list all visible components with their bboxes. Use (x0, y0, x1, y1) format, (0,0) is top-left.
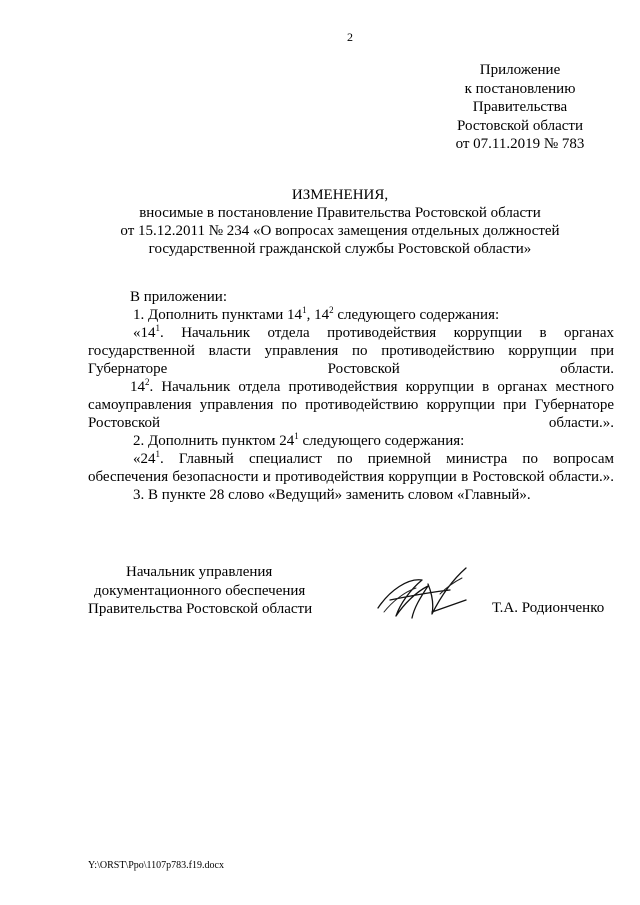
title-line: вносимые в постановление Правительства Ростовской области (139, 205, 541, 221)
file-path-footer: Y:\ORST\Ppo\1107p783.f19.docx (88, 860, 224, 871)
signatory-position (88, 563, 348, 619)
item-2-paragraph: 2. Дополнить пунктом $24^1$ следующего содержания: (133, 431, 465, 449)
title-heading: ИЗМЕНЕНИЯ, (291, 187, 389, 203)
signatory-line: Начальник управления (126, 564, 273, 580)
intro-paragraph: В приложении: (130, 289, 227, 305)
appendix-line: Ростовской области (457, 117, 583, 134)
point-14-2-paragraph: $14^2$. Начальник отдела противодействия коррупции в органах местного самоуправления управления по противодействию коррупции при Губернаторе Ростовской области.». (88, 377, 614, 431)
item-1-paragraph: 1. Дополнить пунктами $14^1$, $14^2$ следующего содержания: (133, 305, 500, 323)
title-line: государственной гражданской службы Ростовской области» (148, 241, 532, 257)
signatory-line: документационного обеспечения (94, 582, 306, 599)
point-14-1-paragraph: «$14^1$. Начальник отдела противодействия коррупции в органах государственной власти управления по противодействию коррупции при Губернаторе Ростовской области. (88, 323, 614, 377)
handwritten-signature (370, 560, 480, 630)
appendix-line: от 07.11.2019 № 783 (455, 136, 585, 152)
document-body (88, 288, 614, 504)
appendix-line: Правительства (472, 99, 568, 115)
page-number: 2 (347, 30, 353, 44)
appendix-line: Приложение (479, 62, 561, 78)
item-3-paragraph: 3. В пункте 28 слово «Ведущий» заменить словом «Главный». (133, 487, 531, 503)
signatory-name: Т.А. Родионченко (492, 600, 605, 616)
document-title (60, 186, 620, 258)
title-line: от 15.12.2011 № 234 «О вопросах замещения отдельных должностей (120, 223, 560, 239)
point-24-1-paragraph: «$24^1$. Главный специалист по приемной министра по вопросам обеспечения безопасности и противодействия коррупции в Ростовской области.». (88, 449, 614, 485)
signatory-line: Правительства Ростовской области (88, 601, 313, 617)
appendix-line: к постановлению (464, 80, 576, 97)
appendix-header (420, 61, 620, 154)
